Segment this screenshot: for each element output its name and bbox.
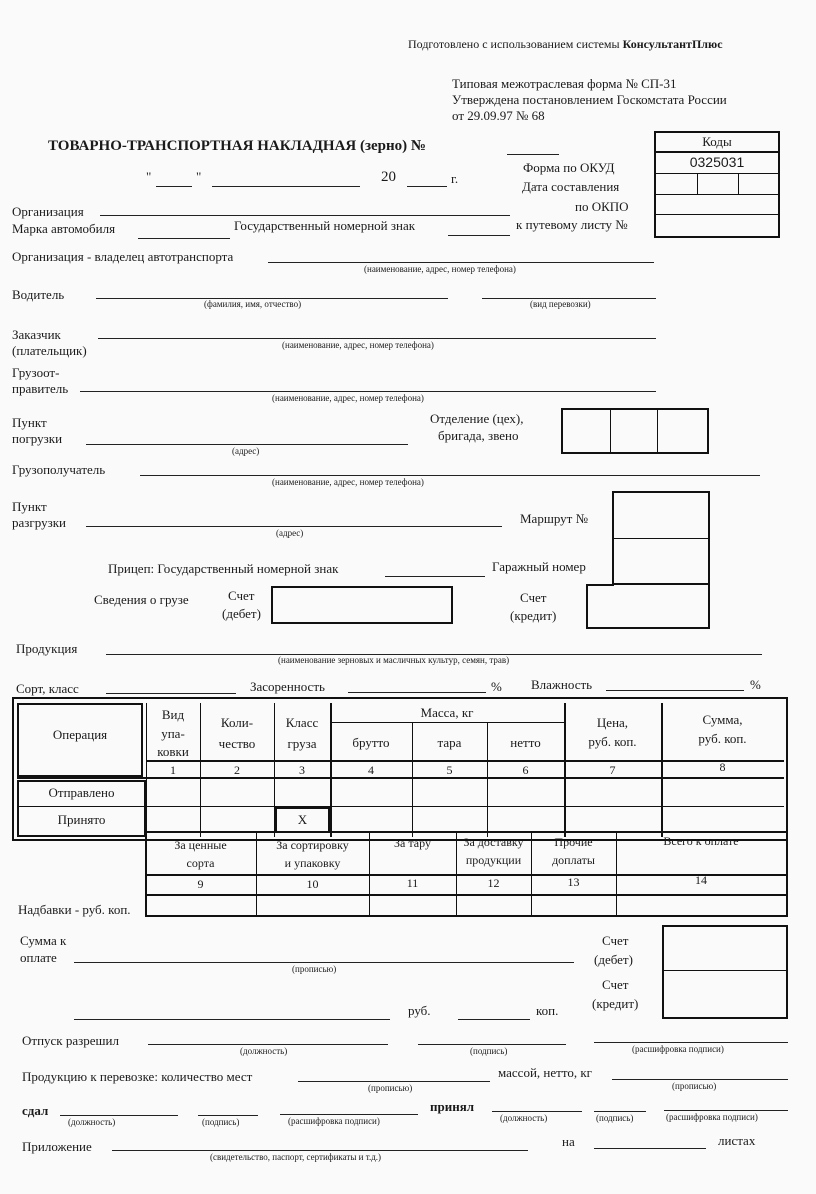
col-num-6: 6 (522, 763, 529, 777)
customer-line[interactable] (98, 338, 656, 339)
price-header-2: руб. коп. (588, 734, 637, 749)
year-prefix: 20 (381, 169, 396, 185)
s-num-line (145, 894, 788, 896)
codes-divider (654, 151, 780, 153)
driver-label: Водитель (12, 287, 65, 302)
sum-header-2: руб. коп. (698, 731, 747, 746)
codes-row-line-2 (654, 194, 780, 195)
impurity-line[interactable] (348, 692, 486, 693)
row-received-label: Принято (57, 812, 106, 827)
consignee-line[interactable] (140, 475, 760, 476)
organization-line[interactable] (100, 215, 510, 216)
product-label: Продукция (16, 641, 78, 656)
transport-qty-label: Продукцию к перевозке: количество мест (22, 1069, 253, 1084)
appendix-label: Приложение (22, 1139, 92, 1154)
credit-label-1: Счет (520, 590, 547, 605)
customer-label-2: (плательщик) (12, 343, 87, 358)
release-label: Отпуск разрешил (22, 1033, 119, 1048)
garage-label: Гаражный номер (492, 559, 586, 574)
total-header: Всего к оплате (663, 834, 739, 848)
form-line-2: Утверждена постановлением Госкомстата России (452, 92, 727, 107)
sorting-header-2: и упаковку (284, 856, 341, 870)
moisture-label: Влажность (531, 677, 593, 692)
form-line-3: от 29.09.97 № 68 (452, 108, 545, 123)
rub-label: руб. (408, 1003, 431, 1018)
date-cell-divider-2 (738, 173, 739, 194)
prepared-note (408, 38, 723, 50)
num-row-bottom-line (17, 777, 784, 779)
shipper-hint: (наименование, адрес, номер телефона) (272, 393, 424, 403)
pay-debit-label-2: (дебет) (594, 952, 633, 967)
pay-credit-label-2: (кредит) (592, 996, 639, 1011)
kind-header-1: Вид (161, 707, 185, 722)
qty-header-1: Коли- (220, 715, 254, 730)
tare-header: тара (437, 735, 462, 750)
sum-header-1: Сумма, (702, 712, 743, 727)
consignee-label: Грузополучатель (12, 462, 106, 477)
tare-fee-header: За тару (394, 836, 431, 850)
department-label-1: Отделение (цех), (430, 411, 524, 426)
kind-header-3: ковки (157, 744, 189, 759)
doc-number-line[interactable] (507, 154, 559, 155)
owner-org-hint: (наименование, адрес, номер телефона) (364, 264, 516, 274)
okud-value: 0325031 (689, 154, 745, 170)
putevoy-label: к путевому листу № (516, 217, 628, 232)
loading-label-1: Пункт (12, 415, 47, 430)
debit-label-1: Счет (228, 588, 255, 603)
cargo-info-label: Сведения о грузе (94, 592, 189, 607)
month-line[interactable] (212, 186, 360, 187)
route-label: Маршрут № (520, 511, 589, 526)
debit-label-2: (дебет) (222, 606, 261, 621)
handed-position-hint: (должность) (68, 1117, 116, 1127)
quote-open: " (146, 169, 152, 184)
product-hint: (наименование зерновых и масличных культур, семян, трав) (278, 655, 510, 665)
plate-label: Государственный номерной знак (234, 218, 416, 233)
customer-label-1: Заказчик (12, 327, 61, 342)
s-col-num-10: 10 (306, 877, 319, 891)
s-col-num-12: 12 (487, 876, 500, 890)
pay-debit-label-1: Счет (602, 933, 629, 948)
sum-label-2: оплате (20, 950, 57, 965)
appendix-line[interactable] (112, 1150, 528, 1151)
loading-line[interactable] (86, 444, 408, 445)
codes-header: Коды (702, 134, 732, 149)
moisture-percent: % (750, 677, 761, 692)
transport-kind-hint: (вид перевозки) (530, 299, 591, 309)
sum-label-1: Сумма к (20, 933, 67, 948)
s-col-num-13: 13 (567, 875, 580, 889)
pay-credit-label-1: Счет (602, 977, 629, 992)
release-signature-line[interactable] (418, 1044, 566, 1045)
form-line-1: Типовая межотраслевая форма № СП-31 (452, 76, 677, 91)
loading-label-2: погрузки (12, 431, 63, 446)
price-header-1: Цена, (596, 715, 629, 730)
department-label-2: бригада, звено (438, 428, 519, 443)
handed-position-line[interactable] (60, 1115, 178, 1116)
unloading-label-1: Пункт (12, 499, 47, 514)
col-num-3: 3 (299, 763, 305, 777)
col-num-4: 4 (368, 763, 374, 777)
sum-kop-line[interactable] (458, 1019, 530, 1020)
consignee-hint: (наименование, адрес, номер телефона) (272, 477, 424, 487)
accepted-decoding-hint: (расшифровка подписи) (666, 1112, 758, 1122)
handed-decoding-hint: (расшифровка подписи) (288, 1116, 380, 1126)
s-col-num-11: 11 (406, 876, 419, 890)
grade-line[interactable] (106, 693, 236, 694)
handed-decoding-line[interactable] (280, 1114, 418, 1115)
appendix-hint: (свидетельство, паспорт, сертификаты и т.д.) (210, 1152, 382, 1162)
moisture-line[interactable] (606, 690, 744, 691)
quote-close: " (196, 169, 202, 184)
codes-row-line-3 (654, 214, 780, 215)
other-header-2: доплаты (552, 853, 595, 867)
received-class-x: X (297, 812, 308, 827)
s-col-num-14: 14 (695, 873, 707, 887)
day-line[interactable] (156, 186, 192, 187)
payment-account-divider (662, 970, 788, 971)
col-num-1: 1 (170, 763, 176, 777)
owner-org-line[interactable] (268, 262, 654, 263)
net-header: нетто (510, 735, 541, 750)
route-garage-divider (612, 538, 710, 539)
car-brand-line[interactable] (138, 238, 230, 239)
on-label: на (562, 1134, 575, 1149)
shipper-line[interactable] (80, 391, 656, 392)
net-mass-line[interactable] (612, 1079, 788, 1080)
driver-hint: (фамилия, имя, отчество) (204, 299, 302, 309)
grade-label: Сорт, класс (16, 681, 79, 696)
trailer-line[interactable] (385, 576, 485, 577)
kop-label: коп. (536, 1003, 559, 1018)
delivery-header-2: продукции (465, 853, 522, 867)
sum-words-hint: (прописью) (292, 964, 337, 974)
shipper-label-2: правитель (12, 381, 69, 396)
handed-signature-line[interactable] (198, 1115, 258, 1116)
release-decoding-hint: (расшифровка подписи) (632, 1044, 724, 1054)
accepted-signature-line[interactable] (594, 1111, 646, 1112)
unloading-line[interactable] (86, 526, 502, 527)
accepted-decoding-line[interactable] (664, 1110, 788, 1111)
sum-words-line[interactable] (74, 962, 574, 963)
transport-qty-hint: (прописью) (368, 1083, 413, 1093)
unloading-label-2: разгрузки (12, 515, 66, 530)
handed-signature-hint: (подпись) (202, 1117, 240, 1127)
loading-hint: (адрес) (232, 446, 260, 456)
department-box[interactable] (561, 408, 709, 454)
release-position-hint: (должность) (240, 1046, 288, 1056)
document-title: ТОВАРНО-ТРАНСПОРТНАЯ НАКЛАДНАЯ (зерно) № (48, 138, 426, 154)
cargo-debit-box[interactable] (271, 586, 453, 624)
date-cell-divider-1 (697, 173, 698, 194)
okud-label: Форма по ОКУД (523, 160, 615, 175)
department-divider-1 (610, 408, 611, 454)
accepted-position-line[interactable] (492, 1111, 582, 1112)
class-header-2: груза (287, 736, 317, 751)
surcharges-label: Надбавки - руб. коп. (18, 902, 131, 917)
transport-qty-line[interactable] (298, 1081, 490, 1082)
col-num-7: 7 (609, 763, 616, 777)
impurity-percent: % (491, 679, 502, 694)
plate-line[interactable] (448, 235, 510, 236)
accepted-position-hint: (должность) (500, 1113, 548, 1123)
sorting-header-1: За сортировку (276, 838, 349, 852)
impurity-label: Засоренность (250, 679, 325, 694)
sum-rub-line[interactable] (74, 1019, 390, 1020)
kind-header-2: упа- (161, 726, 185, 741)
net-mass-label: массой, нетто, кг (498, 1065, 592, 1080)
car-brand-label: Марка автомобиля (12, 221, 116, 236)
accepted-signature-hint: (подпись) (596, 1113, 634, 1123)
sheets-count-line[interactable] (594, 1148, 706, 1149)
col-num-5: 5 (446, 763, 453, 777)
release-position-line[interactable] (148, 1044, 388, 1045)
col-num-8: 8 (719, 760, 726, 774)
okpo-label: по ОКПО (575, 199, 629, 214)
operation-header: Операция (52, 727, 108, 742)
delivery-header-1: За доставку (463, 835, 524, 849)
mass-subheader-line (330, 722, 564, 723)
owner-org-label: Организация - владелец автотранспорта (12, 249, 234, 264)
handed-label: сдал (22, 1103, 49, 1118)
credit-box-top (586, 584, 614, 586)
class-header-1: Класс (285, 715, 319, 730)
customer-hint: (наименование, адрес, номер телефона) (282, 340, 434, 350)
credit-label-2: (кредит) (510, 608, 557, 623)
payment-account-box[interactable] (662, 925, 788, 1019)
mass-header: Масса, кг (420, 705, 474, 720)
prepared-brand: КонсультантПлюс (622, 37, 723, 51)
col-num-2: 2 (234, 763, 240, 777)
unloading-hint: (адрес) (276, 528, 304, 538)
year-suffix: г. (451, 171, 459, 186)
codes-row-line-1 (654, 173, 780, 174)
sheets-label: листах (718, 1133, 756, 1148)
qty-header-2: чество (218, 736, 256, 751)
shipper-label-1: Грузоот- (12, 365, 60, 380)
gross-header: брутто (352, 735, 390, 750)
organization-label: Организация (12, 204, 84, 219)
department-divider-2 (657, 408, 658, 454)
trailer-label: Прицеп: Государственный номерной знак (108, 561, 339, 576)
net-mass-hint: (прописью) (672, 1081, 717, 1091)
year-line[interactable] (407, 186, 447, 187)
release-signature-hint: (подпись) (470, 1046, 508, 1056)
valuable-header-1: За ценные (174, 838, 227, 852)
prepared-prefix: Подготовлено с использованием системы (408, 37, 623, 51)
other-header-1: Прочие (554, 835, 593, 849)
row-sent-label: Отправлено (48, 785, 115, 800)
release-decoding-line[interactable] (594, 1042, 788, 1043)
s-col-num-9: 9 (197, 877, 204, 891)
date-label: Дата составления (522, 179, 620, 194)
accepted-label: принял (430, 1099, 475, 1114)
credit-box[interactable] (586, 584, 710, 629)
valuable-header-2: сорта (186, 856, 215, 870)
